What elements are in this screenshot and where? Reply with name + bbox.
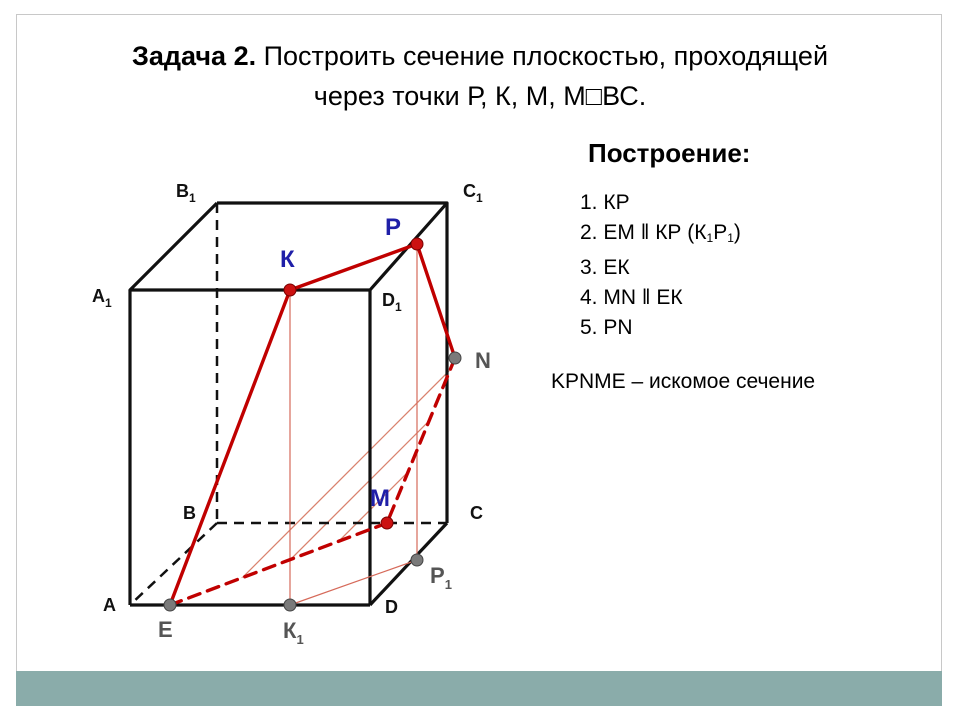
point-e	[164, 599, 176, 611]
label-p1: $Р_1$	[430, 563, 452, 592]
point-p	[411, 238, 423, 250]
point-k1	[284, 599, 296, 611]
step-text: КР	[603, 191, 630, 214]
step-number: 4.	[580, 286, 598, 309]
label-c1: $С_1$	[463, 181, 483, 205]
step-text: ЕМ ‖ КР (К	[603, 221, 707, 244]
point-m	[381, 517, 393, 529]
step-text: ЕК	[603, 256, 630, 279]
point-p1	[411, 554, 423, 566]
label-c: С	[470, 503, 483, 523]
section-hatching	[100, 120, 960, 720]
step-number: 2.	[580, 221, 598, 244]
title-text-1: Построить сечение плоскостью, проходящей	[263, 41, 829, 71]
label-d: D	[385, 597, 398, 617]
label-a: А	[103, 595, 116, 615]
step-text: PN	[603, 316, 633, 339]
step-text: MN ‖ ЕК	[603, 286, 683, 309]
step-number: 3.	[580, 256, 598, 279]
label-k1: $К_1$	[283, 618, 304, 647]
step-number: 1.	[580, 191, 598, 214]
line-ek	[170, 290, 290, 605]
label-n: N	[475, 348, 491, 373]
label-b1: $В_1$	[176, 181, 196, 205]
title-text-2: через точки Р, К, М, М□ВС.	[313, 81, 647, 111]
line-kp	[290, 244, 417, 290]
step-text: )	[733, 221, 741, 244]
step-number: 5.	[580, 316, 598, 339]
section-outline	[170, 244, 455, 605]
point-k	[284, 284, 296, 296]
title-prefix: Задача 2.	[131, 41, 257, 71]
line-pn	[417, 244, 455, 358]
step-subscript: 1	[706, 231, 714, 245]
label-b: В	[183, 503, 196, 523]
step-text: Р	[713, 221, 728, 244]
label-m: М	[370, 485, 390, 512]
construction-heading: Построение:	[588, 138, 751, 168]
step-subscript: 1	[727, 231, 734, 245]
result-text: KPNME – искомое сечение	[551, 370, 816, 393]
label-e: Е	[158, 617, 173, 642]
label-p: Р	[385, 214, 402, 241]
label-a1: $А_1$	[92, 286, 112, 310]
point-n	[449, 352, 461, 364]
line-nm	[387, 358, 455, 523]
label-d1: $D_1$	[382, 290, 402, 314]
label-k: К	[280, 246, 295, 273]
